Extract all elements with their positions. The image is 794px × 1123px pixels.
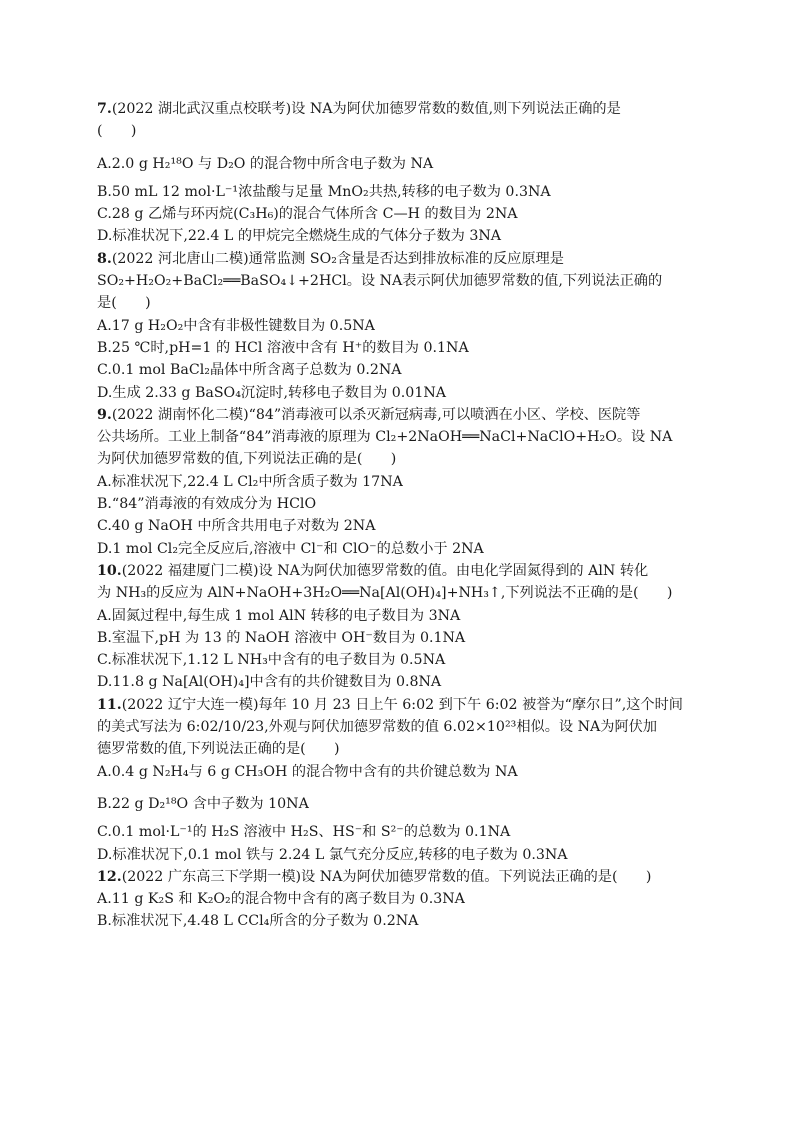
option-a: A.0.4 g N₂H₄与 6 g CH₃OH 的混合物中含有的共价键总数为 NA bbox=[97, 763, 518, 780]
option-b: B.标准状况下,4.48 L CCl₄所含的分子数为 0.2NA bbox=[97, 913, 419, 930]
question-stem-line: 的美式写法为 6:02/10/23,外观与阿伏加德罗常数的值 6.02×10²³相似。设 NA为阿伏加 bbox=[97, 719, 658, 736]
question-number: 9. bbox=[97, 406, 112, 423]
question-stem-line: 9.(2022 湖南怀化二模)“84”消毒液可以杀灭新冠病毒,可以喷洒在小区、学校、医院等 bbox=[97, 406, 641, 423]
question-number: 10. bbox=[97, 562, 122, 579]
question-stem-line: 12.(2022 广东高三下学期一模)设 NA为阿伏加德罗常数的值。下列说法正确的是( ) bbox=[97, 868, 652, 885]
question-list bbox=[97, 98, 707, 933]
option-b: B.50 mL 12 mol·L⁻¹浓盐酸与足量 MnO₂共热,转移的电子数为 0.3NA bbox=[97, 183, 551, 200]
question-stem-line: SO₂+H₂O₂+BaCl₂══BaSO₄↓+2HCl。设 NA表示阿伏加德罗常数的值,下列说法正确的 bbox=[97, 273, 663, 290]
question-stem-line: 为阿伏加德罗常数的值,下列说法正确的是( ) bbox=[97, 451, 397, 468]
option-c: C.0.1 mol BaCl₂晶体中所含离子总数为 0.2NA bbox=[97, 362, 402, 379]
question-10 bbox=[97, 560, 707, 694]
option-c: C.40 g NaOH 中所含共用电子对数为 2NA bbox=[97, 518, 376, 535]
question-7 bbox=[97, 98, 707, 248]
question-9 bbox=[97, 404, 707, 560]
question-number: 8. bbox=[97, 250, 112, 267]
question-number: 12. bbox=[97, 868, 122, 885]
option-b: B.22 g D₂¹⁸O 含中子数为 10NA bbox=[97, 795, 309, 812]
option-d: D.标准状况下,22.4 L 的甲烷完全燃烧生成的气体分子数为 3NA bbox=[97, 228, 502, 245]
option-d: D.1 mol Cl₂完全反应后,溶液中 Cl⁻和 ClO⁻的总数小于 2NA bbox=[97, 540, 484, 557]
option-d: D.标准状况下,0.1 mol 铁与 2.24 L 氯气充分反应,转移的电子数为 0.3NA bbox=[97, 846, 568, 863]
question-stem-line: 德罗常数的值,下列说法正确的是( ) bbox=[97, 741, 340, 758]
option-d: D.生成 2.33 g BaSO₄沉淀时,转移电子数目为 0.01NA bbox=[97, 384, 447, 401]
question-stem-line: 为 NH₃的反应为 AlN+NaOH+3H₂O══Na[Al(OH)₄]+NH₃↑,下列说法不正确的是( ) bbox=[97, 585, 673, 602]
option-a: A.标准状况下,22.4 L Cl₂中所含质子数为 17NA bbox=[97, 473, 403, 490]
question-12 bbox=[97, 866, 707, 933]
option-a: A.11 g K₂S 和 K₂O₂的混合物中含有的离子数目为 0.3NA bbox=[97, 891, 465, 908]
question-8 bbox=[97, 248, 707, 404]
question-stem-line: 是( ) bbox=[97, 295, 151, 312]
option-c: C.28 g 乙烯与环丙烷(C₃H₆)的混合气体所含 C—H 的数目为 2NA bbox=[97, 206, 518, 223]
question-number: 11. bbox=[97, 696, 122, 713]
question-11 bbox=[97, 694, 707, 866]
question-number: 7. bbox=[97, 101, 112, 117]
question-stem-line: 11.(2022 辽宁大连一模)每年 10 月 23 日上午 6:02 到下午 6:02 被誉为“摩尔日”,这个时间 bbox=[97, 696, 683, 713]
question-stem-line: 7.(2022 湖北武汉重点校联考)设 NA为阿伏加德罗常数的数值,则下列说法正确的是 bbox=[97, 101, 621, 117]
option-c: C.0.1 mol·L⁻¹的 H₂S 溶液中 H₂S、HS⁻和 S²⁻的总数为 0.1NA bbox=[97, 824, 511, 841]
option-d: D.11.8 g Na[Al(OH)₄]中含有的共价键数目为 0.8NA bbox=[97, 674, 442, 691]
option-b: B.25 ℃时,pH=1 的 HCl 溶液中含有 H⁺的数目为 0.1NA bbox=[97, 339, 469, 356]
question-stem-line: 10.(2022 福建厦门二模)设 NA为阿伏加德罗常数的值。由电化学固氮得到的 AlN 转化 bbox=[97, 562, 649, 579]
option-b: B.室温下,pH 为 13 的 NaOH 溶液中 OH⁻数目为 0.1NA bbox=[97, 629, 466, 646]
question-stem-line: 公共场所。工业上制备“84”消毒液的原理为 Cl₂+2NaOH══NaCl+NaClO+H₂O。设 NA bbox=[97, 429, 673, 446]
question-stem-line: ( ) bbox=[97, 123, 137, 140]
option-a: A.2.0 g H₂¹⁸O 与 D₂O 的混合物中所含电子数为 NA bbox=[97, 155, 434, 172]
option-a: A.17 g H₂O₂中含有非极性键数目为 0.5NA bbox=[97, 317, 375, 334]
option-a: A.固氮过程中,每生成 1 mol AlN 转移的电子数目为 3NA bbox=[97, 607, 461, 624]
option-c: C.标准状况下,1.12 L NH₃中含有的电子数目为 0.5NA bbox=[97, 652, 446, 669]
option-b: B.“84”消毒液的有效成分为 HClO bbox=[97, 496, 317, 513]
question-stem-line: 8.(2022 河北唐山二模)通常监测 SO₂含量是否达到排放标准的反应原理是 bbox=[97, 250, 564, 267]
